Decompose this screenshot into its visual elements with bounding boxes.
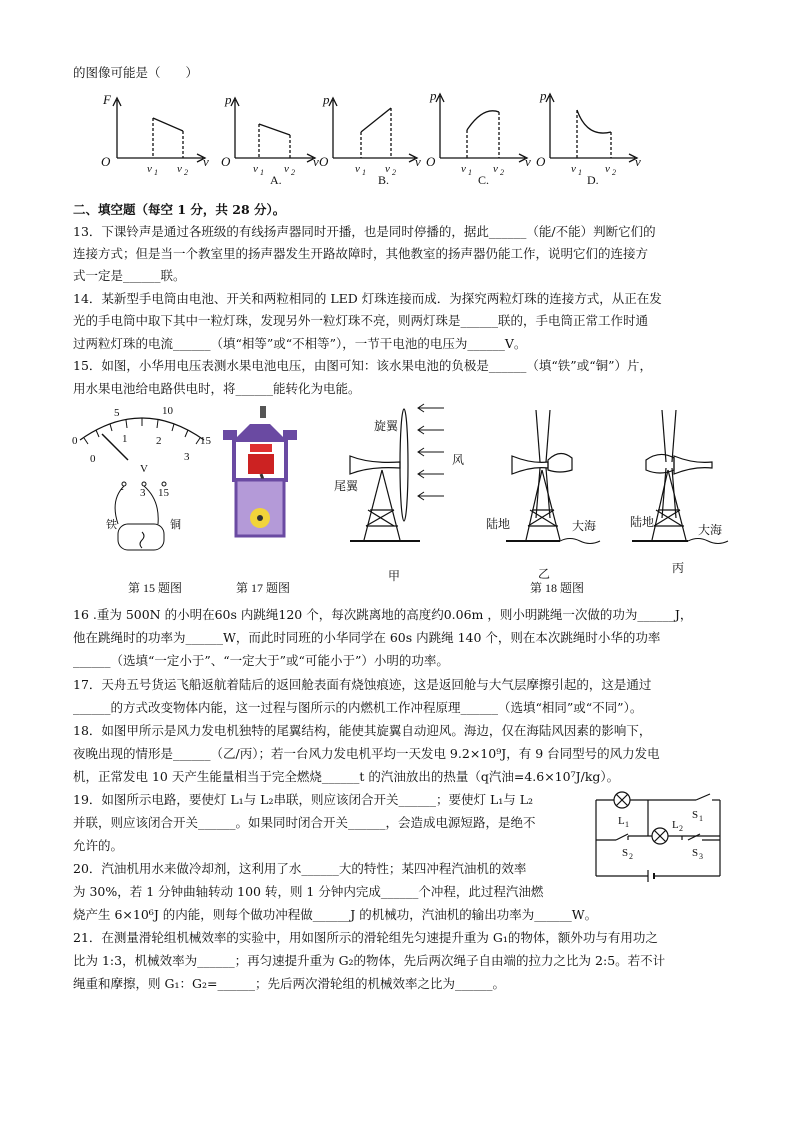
q16-line: 16 .重为 500N 的小明在60s 内跳绳120 个，每次跳离地的高度约0.06m ，则小明跳绳一次做的功为______J， (73, 607, 693, 622)
axis-label-v: v (203, 154, 209, 169)
origin-label: O (221, 154, 231, 169)
option-label-c: C. (478, 173, 490, 187)
svg-text:v: v (147, 163, 152, 175)
svg-text:1: 1 (578, 168, 582, 177)
axis-label-f: F (103, 92, 111, 107)
tick-label: 0 (72, 435, 78, 447)
svg-text:1: 1 (468, 168, 472, 177)
origin-label: O (426, 154, 436, 169)
tick-labels-b (355, 163, 396, 177)
q21-line: 比为 1:3，机械效率为______；再匀速提升重为 G₂的物体，先后两次绳子自由端的拉力之比为 2:5。若不计 (73, 953, 666, 968)
q17-line: ______的方式改变物体内能，这一过程与图所示的内燃机工作冲程原理______（选填“相同”或“不同”）。 (73, 700, 643, 715)
svg-text:v: v (461, 163, 466, 175)
question-continuation: 的图像可能是（ ） (73, 65, 199, 80)
option-label-b: B. (378, 173, 390, 187)
q20-line: 烧产生 6×10⁶J 的内能，则每个做功冲程做______J 的机械功，汽油机的输出功率为______W。 (73, 907, 598, 922)
figures-row (60, 400, 740, 600)
voltmeter-symbol: V (140, 463, 148, 475)
q13-line: 式一定是______联。 (73, 268, 186, 283)
q19-line: 并联，则应该闭合开关______。如果同时闭合开关______，会造成电源短路，是绝不 (73, 815, 536, 830)
figure-caption: 第 17 题图 (236, 581, 291, 595)
engine-figure (223, 406, 297, 595)
switch-label-s3: S (692, 847, 699, 859)
option-label-a: A. (270, 173, 282, 187)
origin-label: O (101, 154, 111, 169)
electrode-label-copper: 铜 (170, 519, 181, 531)
switch-label-s2: S (622, 847, 629, 859)
lamp-label-l2: L (672, 819, 679, 831)
svg-text:2: 2 (184, 168, 188, 177)
svg-text:v: v (177, 163, 182, 175)
q19-line: 允许的。 (73, 838, 124, 853)
axis-label-p: p (225, 92, 232, 107)
q21-line: 21．在测量滑轮组机械效率的实验中，用如图所示的滑轮组先匀速提升重为 G₁的物体，额外功与有用功之 (73, 930, 658, 945)
q20-line: 20．汽油机用水来做冷却剂，这利用了水______大的特性；某四冲程汽油机的效率 (73, 861, 527, 876)
tail-label: 尾翼 (334, 479, 359, 493)
tick-label: 15 (200, 435, 211, 447)
svg-text:v: v (385, 163, 390, 175)
q16-line: 他在跳绳时的功率为______W，而此时同班的小华同学在 60s 内跳绳 140 个，则在本次跳绳时小华的功率 (73, 630, 661, 645)
sea-label: 大海 (698, 523, 723, 537)
option-label-d: D. (587, 173, 599, 187)
q20-line: 为 30%，若 1 分钟曲轴转动 100 转，则 1 分钟内完成______个冲程，此过程汽油燃 (73, 884, 544, 899)
q15-line: 用水果电池给电路供电时，将______能转化为电能。 (73, 381, 361, 396)
svg-text:v: v (355, 163, 360, 175)
tick-label: 3 (184, 451, 190, 463)
tick-label: 5 (114, 407, 120, 419)
origin-label: O (319, 154, 329, 169)
q19-line: 19．如图所示电路，要使灯 L₁与 L₂串联，则应该闭合开关______；要使灯 L₁与 L₂ (73, 792, 534, 807)
figure-caption: 第 15 题图 (128, 581, 183, 595)
switch-label-s1: S (692, 809, 699, 821)
q16-line: ______（选填“一定小于”、“一定大于”或“可能小于”）小明的功率。 (73, 653, 449, 668)
svg-text:1: 1 (699, 814, 703, 823)
q14-line: 光的手电筒中取下其中一粒灯珠，发现另外一粒灯珠不亮，则两灯珠是______联的，手电筒正常工作时通 (73, 313, 649, 328)
q18-line: 18．如图甲所示是风力发电机独特的尾翼结构，能使其旋翼自动迎风。海边，仅在海陆风因素的影响下， (73, 723, 652, 738)
graph-a (231, 98, 315, 162)
q14-line: 过两粒灯珠的电流______（填“相等”或“不相等”），一节干电池的电压为______V。 (73, 336, 527, 351)
svg-text:v: v (253, 163, 258, 175)
graph-f-v (113, 98, 205, 162)
svg-text:2: 2 (291, 168, 295, 177)
voltmeter-figure (72, 405, 212, 595)
q13-line: 13．下课铃声是通过各班级的有线扬声器同时开播，也是同时停播的，据此______（能/不能）判断它们的 (73, 224, 656, 239)
svg-text:1: 1 (154, 168, 158, 177)
terminal-label: 15 (158, 487, 169, 499)
axis-label-p: p (540, 88, 547, 103)
circuit-diagram (588, 790, 728, 890)
sea-label: 大海 (572, 519, 597, 533)
q15-line: 15．如图，小华用电压表测水果电池电压，由图可知：该水果电池的负极是______（填“铁”或“铜”）片， (73, 358, 652, 373)
land-label: 陆地 (630, 515, 655, 529)
panel-label-yi: 乙 (538, 567, 551, 581)
lamp-label-l1: L (618, 815, 625, 827)
svg-text:v: v (284, 163, 289, 175)
graph-d (546, 94, 637, 162)
svg-text:1: 1 (362, 168, 366, 177)
svg-text:1: 1 (625, 820, 629, 829)
svg-text:1: 1 (260, 168, 264, 177)
rotor-label: 旋翼 (374, 419, 399, 433)
electrode-label-iron: 铁 (106, 519, 117, 531)
tick-label: 2 (156, 435, 162, 447)
tick-label: 0 (90, 453, 96, 465)
q21-line: 绳重和摩擦，则 G₁：G₂=______；先后两次滑轮组的机械效率之比为______。 (73, 976, 505, 991)
wind-label: 风 (452, 453, 465, 467)
tick-label: 1 (122, 433, 128, 445)
svg-text:3: 3 (699, 852, 703, 861)
svg-text:2: 2 (679, 824, 683, 833)
q14-line: 14．某新型手电筒由电池、开关和两粒相同的 LED 灯珠连接而成．为探究两粒灯珠的连接方式，从正在发 (73, 291, 662, 306)
panel-label-bing: 丙 (672, 561, 685, 575)
axis-label-v: v (313, 154, 319, 169)
svg-text:v: v (605, 163, 610, 175)
q13-line: 连接方式；但是当一个教室里的扬声器发生开路故障时，其他教室的扬声器仍能工作，说明它们的连接方 (73, 246, 649, 261)
panel-label-jia: 甲 (388, 569, 401, 583)
axis-label-v: v (525, 154, 531, 169)
answer-graphs (95, 88, 655, 188)
axis-label-v: v (635, 154, 641, 169)
section-title: 二、填空题（每空 1 分，共 28 分）。 (73, 202, 286, 217)
axis-label-p: p (323, 92, 330, 107)
axis-label-v: v (415, 154, 421, 169)
svg-text:2: 2 (392, 168, 396, 177)
axis-label-p: p (430, 88, 437, 103)
terminal-label: - (120, 483, 124, 495)
q18-line: 机，正常发电 10 天产生能量相当于完全燃烧______t 的汽油放出的热量（q汽油=4.6×10⁷J/kg）。 (73, 769, 620, 784)
svg-text:v: v (493, 163, 498, 175)
q17-line: 17．天舟五号货运飞船返航着陆后的返回舱表面有烧蚀痕迹，这是返回舱与大气层摩擦引起的，这是通过 (73, 677, 652, 692)
q18-line: 夜晚出现的情形是______（乙/丙）；若一台风力发电机平均一天发电 9.2×10⁹J，有 9 台同型号的风力发电 (73, 746, 660, 761)
tick-labels-f (147, 163, 188, 177)
figure-caption: 第 18 题图 (530, 581, 585, 595)
svg-text:2: 2 (629, 852, 633, 861)
svg-text:2: 2 (500, 168, 504, 177)
terminal-label: 3 (140, 487, 146, 499)
origin-label: O (536, 154, 546, 169)
graph-b (329, 98, 417, 162)
land-label: 陆地 (486, 517, 511, 531)
graph-c (436, 94, 527, 162)
svg-text:v: v (571, 163, 576, 175)
tick-label: 10 (162, 405, 173, 417)
svg-text:2: 2 (612, 168, 616, 177)
